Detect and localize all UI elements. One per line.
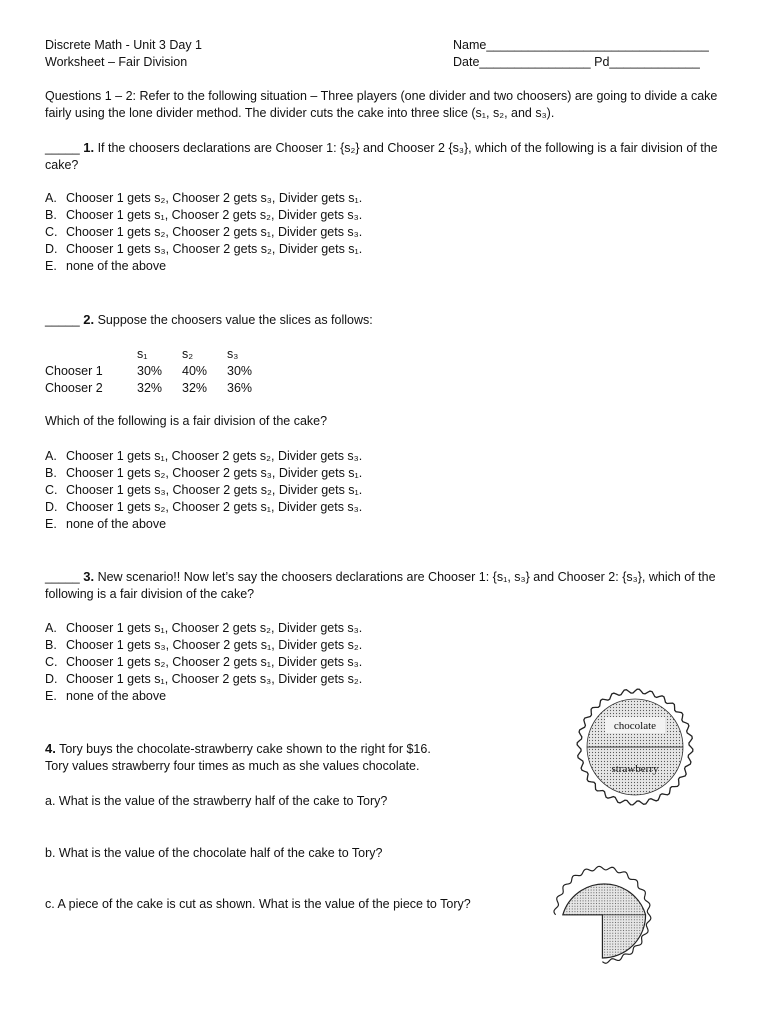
table-cell: 30% [227,363,253,378]
row-label: Chooser 2 [45,380,103,395]
question-1 [45,139,735,174]
cake-piece [563,884,646,958]
row-label: Chooser 1 [45,363,103,378]
answer-blank-3[interactable]: _____ [45,570,80,584]
option-b: B. Chooser 1 gets s₂, Chooser 2 gets s₃, Divider gets s₁. [45,466,363,480]
option-b: B. Chooser 1 gets s₃, Chooser 2 gets s₁, Divider gets s₂. [45,638,363,652]
option-d: D. Chooser 1 gets s₂, Chooser 2 gets s₁, Divider gets s₃. [45,500,363,514]
table-header: s₃ [227,346,239,361]
answer-blank-2[interactable]: _____ [45,313,80,327]
question-2-options [45,448,362,533]
name-field[interactable]: Name________________________________ [453,38,709,52]
chocolate-label: chocolate [613,720,657,732]
question-4a: a. What is the value of the strawberry half of the cake to Tory? [45,794,388,808]
question-3-text: New scenario!! Now let’s say the choosers declarations are Chooser 1: {s₁, s₃} and Chooser 2: {s₃}, which of the following is a fair division of the cake? [45,570,716,601]
question-number-4: 4. [45,741,56,756]
table-cell: 30% [137,363,163,378]
option-d: D. Chooser 1 gets s₃, Chooser 2 gets s₂, Divider gets s₁. [45,242,363,256]
option-d: D. Chooser 1 gets s₁, Chooser 2 gets s₃, Divider gets s₂. [45,672,363,686]
worksheet-title: Worksheet – Fair Division [45,55,188,69]
course-title: Discrete Math - Unit 3 Day 1 [45,38,202,52]
strawberry-label: strawberry [611,763,659,775]
question-number-3: 3. [83,569,95,584]
table-cell: 32% [137,380,163,395]
date-period-field[interactable]: Date________________ Pd_____________ [453,55,700,69]
table-row [45,379,272,396]
option-a: A. Chooser 1 gets s₁, Chooser 2 gets s₂, Divider gets s₃. [45,621,363,635]
question-4-line2: Tory values strawberry four times as much as she values chocolate. [45,759,420,773]
option-a: A. Chooser 1 gets s₁, Chooser 2 gets s₂, Divider gets s₃. [45,449,363,463]
chooser-values-table [45,345,272,396]
answer-blank-1[interactable]: _____ [45,141,80,155]
question-1-options [45,190,362,275]
cake-piece-illustration [548,855,668,975]
table-cell: 40% [182,363,208,378]
question-4-line1: Tory buys the chocolate-strawberry cake shown to the right for $16. [59,742,431,756]
option-c: C. Chooser 1 gets s₃, Chooser 2 gets s₂, Divider gets s₁. [45,483,363,497]
question-1-text: If the choosers declarations are Chooser 1: {s₂} and Chooser 2 {s₃}, which of the following is a fair division of the cake? [45,141,718,172]
table-header: s₁ [137,346,148,361]
question-2-prompt: Which of the following is a fair division of the cake? [45,414,328,428]
table-row [45,362,272,379]
question-4b: b. What is the value of the chocolate half of the cake to Tory? [45,846,383,860]
table-cell: 36% [227,380,253,395]
question-2-text: Suppose the choosers value the slices as follows: [97,313,373,327]
question-number-2: 2. [83,312,95,327]
option-e: E. none of the above [45,689,167,703]
option-c: C. Chooser 1 gets s₂, Chooser 2 gets s₁, Divider gets s₃. [45,225,363,239]
table-header-row [45,345,272,362]
option-a: A. Chooser 1 gets s₂, Chooser 2 gets s₃, Divider gets s₁. [45,191,363,205]
option-c: C. Chooser 1 gets s₂, Chooser 2 gets s₁, Divider gets s₃. [45,655,363,669]
header-right [453,37,709,71]
question-4 [45,740,565,775]
table-header: s₂ [182,346,194,361]
option-e: E. none of the above [45,259,167,273]
option-e: E. none of the above [45,517,167,531]
table-cell: 32% [182,380,208,395]
question-3-options [45,620,362,705]
question-2 [45,311,735,329]
question-4c: c. A piece of the cake is cut as shown. What is the value of the piece to Tory? [45,897,471,911]
header-left [45,37,202,71]
cake-illustration [570,682,700,812]
question-number-1: 1. [83,140,95,155]
intro-text: Questions 1 – 2: Refer to the following situation – Three players (one divider and two choosers) are going to divide a cake fairly using the lone divider method. The divider cuts the cake into three slice (s₁, s₂, and s₃). [45,89,718,120]
question-3 [45,568,735,603]
option-b: B. Chooser 1 gets s₁, Chooser 2 gets s₂, Divider gets s₃. [45,208,363,222]
